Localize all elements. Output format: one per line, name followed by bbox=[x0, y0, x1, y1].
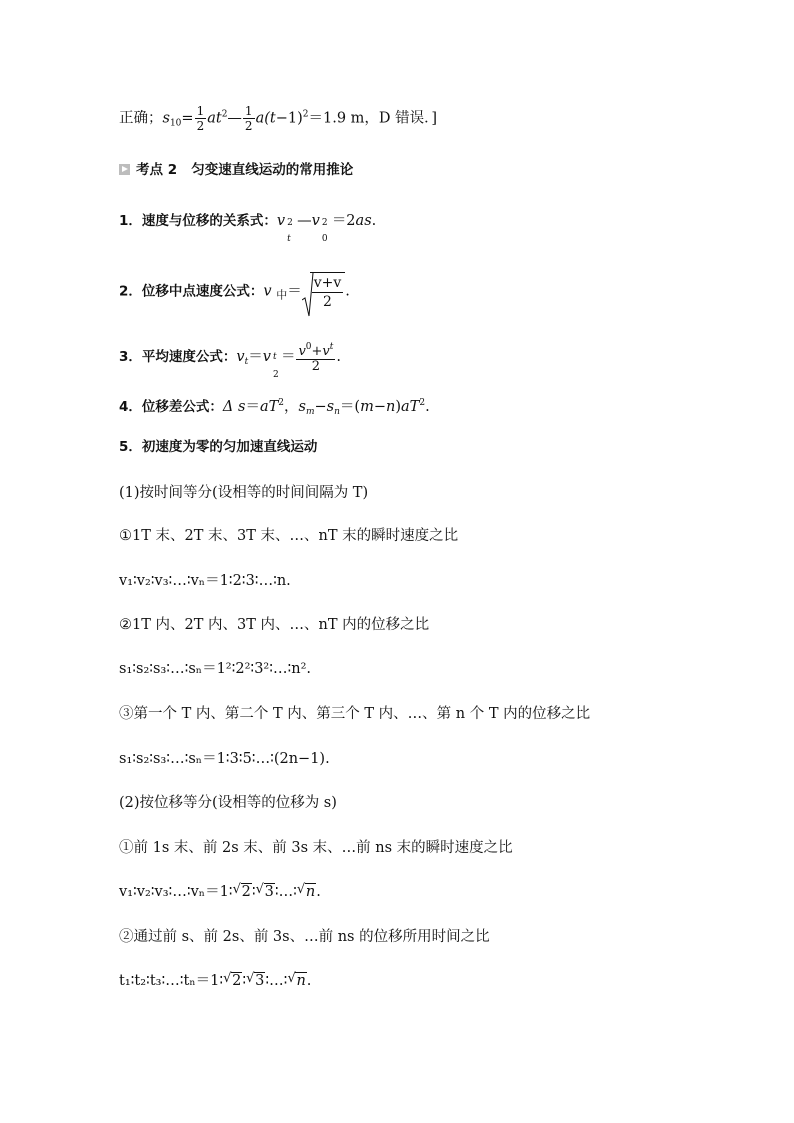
a-term: a bbox=[255, 110, 265, 127]
period: . bbox=[345, 283, 350, 300]
sqrt-n: √ n bbox=[296, 882, 316, 900]
s-symbol: s bbox=[162, 110, 170, 127]
frac-num: 1 bbox=[196, 104, 205, 118]
body-p3: v₁∶v₂∶v₃∶…∶vₙ＝1∶2∶3∶…∶n. bbox=[119, 573, 291, 589]
p10-lhs: v₁∶v₂∶v₃∶…∶vₙ＝1∶ bbox=[119, 884, 233, 900]
heading-number: 考点 2 bbox=[136, 162, 178, 178]
body-p9: ①前 1s 末、前 2s 末、前 3s 末、…前 ns 末的瞬时速度之比 bbox=[119, 840, 513, 856]
minus: − bbox=[314, 399, 327, 415]
frac-num-2: 1 bbox=[244, 104, 253, 118]
sqrt-3b: √ 3 bbox=[246, 971, 265, 989]
half-bottom: 2 bbox=[272, 370, 279, 380]
avg-den: 2 bbox=[311, 359, 321, 374]
answer-line bbox=[119, 104, 437, 134]
at-term: at bbox=[207, 110, 222, 127]
body-p5: s₁∶s₂∶s₃∶…∶sₙ＝1²∶2²∶3²∶…∶n². bbox=[119, 661, 312, 677]
eq-2: ＝2 bbox=[331, 213, 356, 229]
body-p1: (1)按时间等分(设相等的时间间隔为 T) bbox=[119, 485, 369, 501]
aT-term-2: aT bbox=[401, 399, 420, 415]
v-symbol: v bbox=[276, 213, 286, 229]
num-plus-v: +v bbox=[311, 344, 330, 359]
square: 2 bbox=[221, 109, 228, 120]
p12-ellipsis: ∶…∶ bbox=[265, 973, 288, 989]
item-5 bbox=[119, 437, 317, 457]
item-5-label: 5．初速度为零的匀加速直线运动 bbox=[119, 439, 318, 455]
equals: ＝ bbox=[248, 349, 263, 365]
v-bar-symbol: v bbox=[236, 349, 245, 365]
period: . bbox=[425, 399, 430, 415]
equals: ＝ bbox=[287, 283, 302, 300]
item-2 bbox=[119, 272, 350, 311]
comma: ， bbox=[284, 399, 299, 415]
heading-text: 匀变速直线运动的常用推论 bbox=[191, 162, 354, 178]
item-4-label: 4．位移差公式： bbox=[119, 399, 223, 415]
v-half-symbol: v bbox=[262, 349, 271, 365]
sub-0: 0 bbox=[321, 234, 328, 244]
sub-n: n bbox=[334, 407, 340, 417]
answer-tail: ＝1.9 m，D 错误．] bbox=[308, 110, 438, 127]
section-heading bbox=[119, 160, 353, 180]
equals: = bbox=[181, 110, 194, 127]
sqrt-denominator: 2 bbox=[323, 294, 332, 310]
v-symbol: v bbox=[263, 283, 272, 300]
item-1 bbox=[119, 211, 377, 244]
radical-sign-icon bbox=[302, 272, 314, 318]
answer-prefix: 正确； bbox=[119, 110, 163, 127]
sqrt-numerator: v+v bbox=[313, 275, 342, 291]
s-m: s bbox=[298, 399, 306, 415]
square-2: 2 bbox=[302, 109, 309, 120]
p12-period: . bbox=[306, 973, 312, 989]
sqrt-3b-val: 3 bbox=[255, 973, 265, 989]
body-p10 bbox=[119, 882, 321, 902]
period: . bbox=[336, 349, 342, 365]
play-triangle-icon bbox=[119, 164, 130, 175]
sqrt-2b-val: 2 bbox=[232, 973, 242, 989]
sup-2b: 2 bbox=[321, 218, 328, 228]
body-p7: s₁∶s₂∶s₃∶…∶sₙ＝1∶3∶5∶…∶(2n−1). bbox=[119, 751, 330, 767]
sqrt-3-val: 3 bbox=[264, 884, 274, 900]
body-p2: ①1T 末、2T 末、3T 末、…、nT 末的瞬时速度之比 bbox=[119, 528, 459, 544]
sqrt-nb: √ n bbox=[287, 971, 306, 989]
s-n: s bbox=[326, 399, 335, 415]
mid-subscript: 中 bbox=[276, 288, 288, 302]
equals: ＝ bbox=[245, 399, 260, 415]
body-p4: ②1T 内、2T 内、3T 内、…、nT 内的位移之比 bbox=[119, 617, 430, 633]
equals-paren: ＝( bbox=[339, 399, 361, 415]
p10-period: . bbox=[316, 884, 321, 900]
avg-fraction bbox=[296, 340, 335, 374]
sqrt-2: √ 2 bbox=[232, 882, 251, 900]
paren-t: (t bbox=[264, 110, 276, 127]
body-p6: ③第一个 T 内、第二个 T 内、第三个 T 内、…、第 n 个 T 内的位移之比 bbox=[119, 706, 591, 722]
sqrt-2-val: 2 bbox=[241, 884, 251, 900]
square: 2 bbox=[278, 398, 284, 408]
num-supt: t bbox=[329, 342, 334, 352]
t-subscript: t bbox=[244, 357, 249, 367]
p10-ellipsis: ∶…∶ bbox=[274, 884, 297, 900]
sub-t: t bbox=[287, 234, 291, 244]
num-v: v bbox=[298, 344, 306, 359]
p10-colon: ∶ bbox=[251, 884, 256, 900]
sup-2: 2 bbox=[287, 218, 293, 228]
p12-colon: ∶ bbox=[242, 973, 247, 989]
aT-term: aT bbox=[259, 399, 279, 415]
frac-den-2: 2 bbox=[244, 119, 253, 133]
item-1-label: 1．速度与位移的关系式： bbox=[119, 213, 277, 229]
close-paren: ) bbox=[395, 399, 401, 415]
period: . bbox=[371, 213, 377, 229]
item-3 bbox=[119, 340, 342, 380]
half-top: t bbox=[272, 352, 277, 362]
s-subscript: 10 bbox=[169, 118, 182, 129]
sub-m: m bbox=[305, 407, 315, 417]
body-p12 bbox=[119, 971, 311, 991]
item-3-label: 3．平均速度公式： bbox=[119, 349, 237, 365]
body-p8: (2)按位移等分(设相等的位移为 s) bbox=[119, 795, 337, 811]
m-minus-n: m−n bbox=[360, 399, 396, 415]
sqrt-nb-val: n bbox=[296, 973, 306, 989]
body-p11: ②通过前 s、前 2s、前 3s、…前 ns 的位移所用时间之比 bbox=[119, 929, 490, 945]
delta-s: Δ s bbox=[222, 399, 246, 415]
sqrt-2b: √ 2 bbox=[223, 971, 242, 989]
sqrt-3: √ 3 bbox=[255, 882, 274, 900]
frac-den: 2 bbox=[196, 119, 205, 133]
v0-symbol: v bbox=[311, 213, 320, 229]
item-2-label: 2．位移中点速度公式： bbox=[119, 283, 264, 300]
item-4 bbox=[119, 393, 430, 422]
fraction-half-2 bbox=[243, 104, 255, 133]
minus: — bbox=[227, 110, 242, 127]
sqrt-expression bbox=[302, 272, 346, 311]
num-sup0: 0 bbox=[305, 342, 312, 352]
equals-2: ＝ bbox=[280, 349, 296, 365]
fraction-half bbox=[195, 104, 207, 133]
square-2: 2 bbox=[419, 398, 426, 408]
sqrt-n-val: n bbox=[305, 884, 316, 900]
as-term: as bbox=[355, 213, 372, 229]
minus: — bbox=[297, 213, 312, 229]
p12-lhs: t₁∶t₂∶t₃∶…∶tₙ＝1∶ bbox=[119, 973, 224, 989]
paren-rest: −1) bbox=[275, 110, 303, 127]
